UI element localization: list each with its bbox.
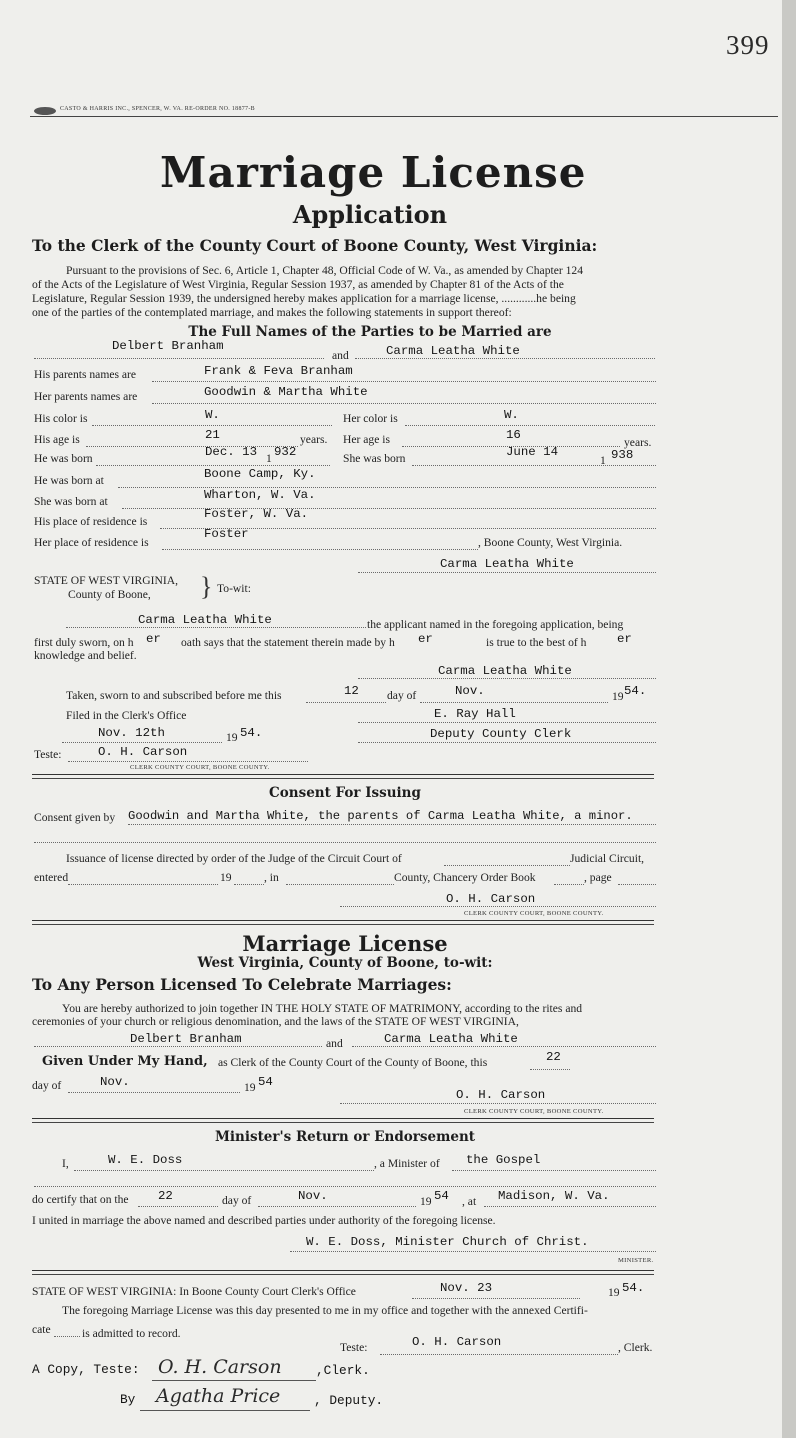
her-birth-year: 938 [611, 448, 634, 462]
bride-name: Carma Leatha White [386, 344, 520, 358]
oath-h2: er [418, 632, 433, 646]
record-year: 54. [622, 1281, 645, 1295]
license-body-1: You are hereby authorized to join together IN THE HOLY STATE OF MATRIMONY, according to the rites and [62, 1002, 583, 1015]
his-residence-label: His place of residence is [34, 515, 148, 528]
issuance-in: , in [264, 871, 279, 884]
minister-year: 54 [434, 1189, 449, 1203]
her-color-value: W. [504, 408, 519, 422]
minister-at: , at [462, 1195, 477, 1208]
his-residence: Foster, W. Va. [204, 507, 309, 521]
issuance-19: 19 [220, 871, 232, 884]
his-age-label: His age is [34, 433, 80, 446]
page-subtitle: Application [292, 200, 448, 229]
her-residence: Foster [204, 527, 249, 541]
minister-of: , a Minister of [374, 1157, 440, 1170]
county-label: County of Boone, [68, 588, 151, 601]
top-rule [30, 116, 778, 117]
filed-label: Filed in the Clerk's Office [66, 709, 187, 722]
her-parents-value: Goodwin & Martha White [204, 385, 368, 399]
filed-teste: Teste: [34, 748, 62, 761]
sworn-month: Nov. [455, 684, 485, 698]
filed-date: Nov. 12th [98, 726, 165, 740]
his-parents-value: Frank & Feva Branham [204, 364, 353, 378]
license-day-of: day of [32, 1079, 62, 1092]
issuance-text: Issuance of license directed by order of the Judge of the Circuit Court of [66, 852, 402, 865]
consent-label: Consent given by [34, 811, 116, 824]
she-born-label: She was born [343, 452, 406, 465]
sworn-prefix: 19 [612, 690, 624, 703]
his-color-label: His color is [34, 412, 88, 425]
his-birth-year: 932 [274, 445, 297, 459]
license-to-any: To Any Person Licensed To Celebrate Marriages: [32, 975, 452, 994]
his-years: years. [300, 433, 328, 446]
record-date: Nov. 23 [440, 1281, 493, 1295]
issuance-judicial: Judicial Circuit, [570, 852, 645, 865]
license-bride: Carma Leatha White [384, 1032, 518, 1046]
copy-deputy: , Deputy. [314, 1393, 384, 1408]
state-label: STATE OF WEST VIRGINIA, [34, 574, 178, 587]
minister-church: the Gospel [466, 1153, 541, 1167]
groom-name: Delbert Branham [112, 339, 224, 353]
record-teste-name: O. H. Carson [412, 1335, 502, 1349]
his-birth-prefix: 1 [266, 452, 272, 465]
filed-clerk-title: Deputy County Clerk [430, 727, 572, 741]
intro-line-2: of the Acts of the Legislature of West Virginia, Regular Session 1937, as amended by Chapter 81 of the Acts of the [32, 278, 564, 291]
page-edge [782, 0, 796, 1438]
issuance-entered: entered [34, 871, 69, 884]
her-birth-prefix: 1 [600, 454, 606, 467]
applicant-signature: Carma Leatha White [440, 557, 574, 571]
his-parents-label: His parents names are [34, 368, 137, 381]
filed-clerk-name: E. Ray Hall [434, 707, 516, 721]
license-subtitle: West Virginia, County of Boone, to-wit: [197, 955, 493, 971]
record-teste: Teste: [340, 1341, 368, 1354]
filed-prefix: 19 [226, 731, 238, 744]
oath-h3: er [617, 632, 632, 646]
her-color-label: Her color is [343, 412, 398, 425]
oath-first-sworn: first duly sworn, on h [34, 636, 134, 649]
oath-knowledge: knowledge and belief. [34, 649, 137, 662]
license-title: Marriage License [242, 931, 448, 956]
oath-is-true: is true to the best of h [486, 636, 587, 649]
page-title: Marriage License [160, 148, 587, 197]
she-born-at-label: She was born at [34, 495, 108, 508]
consent-value: Goodwin and Martha White, the parents of Carma Leatha White, a minor. [128, 809, 633, 823]
her-age-label: Her age is [343, 433, 390, 446]
oath-says: oath says that the statement therein made by h [181, 636, 395, 649]
minister-place: Madison, W. Va. [498, 1189, 610, 1203]
license-given-rest: as Clerk of the County Court of the County of Boone, this [218, 1056, 488, 1069]
issuance-signature: O. H. Carson [446, 892, 536, 906]
his-birth-date: Dec. 13 [205, 445, 258, 459]
oath-applicant: Carma Leatha White [138, 613, 272, 627]
copy-by: By [120, 1392, 136, 1407]
sworn-text: Taken, sworn to and subscribed before me this [66, 689, 282, 702]
license-groom: Delbert Branham [130, 1032, 242, 1046]
record-clerk: , Clerk. [618, 1341, 653, 1354]
full-names-heading: The Full Names of the Parties to be Married are [188, 324, 552, 340]
minister-month: Nov. [298, 1189, 328, 1203]
minister-heading: Minister's Return or Endorsement [214, 1129, 476, 1145]
minister-caption: MINISTER. [618, 1257, 654, 1264]
minister-name: W. E. Doss [108, 1153, 183, 1167]
oath-h1: er [146, 632, 161, 646]
license-and: and [326, 1037, 343, 1050]
minister-united: I united in marriage the above named and described parties under authority of the foregoing license. [32, 1214, 496, 1227]
license-given: Given Under My Hand, [42, 1054, 208, 1069]
issuance-county: County, Chancery Order Book [394, 871, 536, 884]
and-word: and [332, 349, 349, 362]
license-month: Nov. [100, 1075, 130, 1089]
to-wit: To-wit: [217, 582, 251, 595]
minister-prefix: 19 [420, 1195, 432, 1208]
printer-imprint: CASTO & HARRIS INC., SPENCER, W. VA. RE-ORDER NO. 18877-B [60, 106, 255, 112]
record-prefix: 19 [608, 1286, 620, 1299]
her-years: years. [624, 436, 652, 449]
his-color-value: W. [205, 408, 220, 422]
license-body-2: ceremonies of your church or religious denomination, and the laws of the STATE OF WEST VIRGINIA, [32, 1015, 519, 1028]
intro-line-4: one of the parties of the contemplated marriage, and makes the following statements in support thereof: [32, 306, 512, 319]
record-admitted: is admitted to record. [82, 1327, 181, 1340]
page-number: 399 [726, 30, 770, 60]
her-age-value: 16 [506, 428, 521, 442]
boone-wv: , Boone County, West Virginia. [478, 536, 623, 549]
consent-heading: Consent For Issuing [269, 785, 421, 801]
license-caption: CLERK COUNTY COURT, BOONE COUNTY. [464, 1108, 604, 1115]
license-day: 22 [546, 1050, 561, 1064]
copy-signature-clerk: O. H. Carson [158, 1356, 282, 1378]
issuance-caption: CLERK COUNTY COURT, BOONE COUNTY. [464, 910, 604, 917]
record-cate: cate [32, 1323, 51, 1336]
minister-signature: W. E. Doss, Minister Church of Christ. [306, 1235, 589, 1249]
minister-day: 22 [158, 1189, 173, 1203]
sworn-day-of: day of [387, 689, 417, 702]
record-line-2: The foregoing Marriage License was this day presented to me in my office and together with the annexed Certifi- [62, 1304, 588, 1317]
filed-caption: CLERK COUNTY COURT, BOONE COUNTY. [130, 764, 270, 771]
his-age-value: 21 [205, 428, 220, 442]
license-year: 54 [258, 1075, 273, 1089]
intro-line-3: Legislature, Regular Session 1939, the undersigned hereby makes application for a marriage license, ............he being [32, 292, 576, 305]
record-state: STATE OF WEST VIRGINIA: In Boone County Court Clerk's Office [32, 1285, 356, 1298]
minister-certify: do certify that on the [32, 1193, 129, 1206]
printer-logo [34, 107, 56, 115]
her-parents-label: Her parents names are [34, 390, 138, 403]
license-prefix: 19 [244, 1081, 256, 1094]
he-born-at-label: He was born at [34, 474, 104, 487]
her-birth-date: June 14 [506, 445, 559, 459]
issuance-page: , page [584, 871, 612, 884]
brace: } [200, 572, 213, 601]
he-born-label: He was born [34, 452, 93, 465]
her-residence-label: Her place of residence is [34, 536, 149, 549]
oath-signature: Carma Leatha White [438, 664, 572, 678]
address-line: To the Clerk of the County Court of Boone County, West Virginia: [32, 236, 598, 255]
copy-label: A Copy, Teste: [32, 1362, 140, 1377]
sworn-day: 12 [344, 684, 359, 698]
filed-teste-name: O. H. Carson [98, 745, 188, 759]
minister-i: I, [62, 1157, 69, 1170]
copy-signature-deputy: Agatha Price [156, 1385, 281, 1407]
oath-text-1: the applicant named in the foregoing application, being [367, 618, 624, 631]
filed-year: 54. [240, 726, 263, 740]
license-signature: O. H. Carson [456, 1088, 546, 1102]
copy-clerk: ,Clerk. [316, 1363, 370, 1378]
his-birthplace: Boone Camp, Ky. [204, 467, 316, 481]
her-birthplace: Wharton, W. Va. [204, 488, 316, 502]
minister-day-of: day of [222, 1194, 252, 1207]
intro-line-1: Pursuant to the provisions of Sec. 6, Article 1, Chapter 48, Official Code of W. Va., as amended by Chapter 124 [66, 264, 584, 277]
sworn-year: 54. [624, 684, 647, 698]
